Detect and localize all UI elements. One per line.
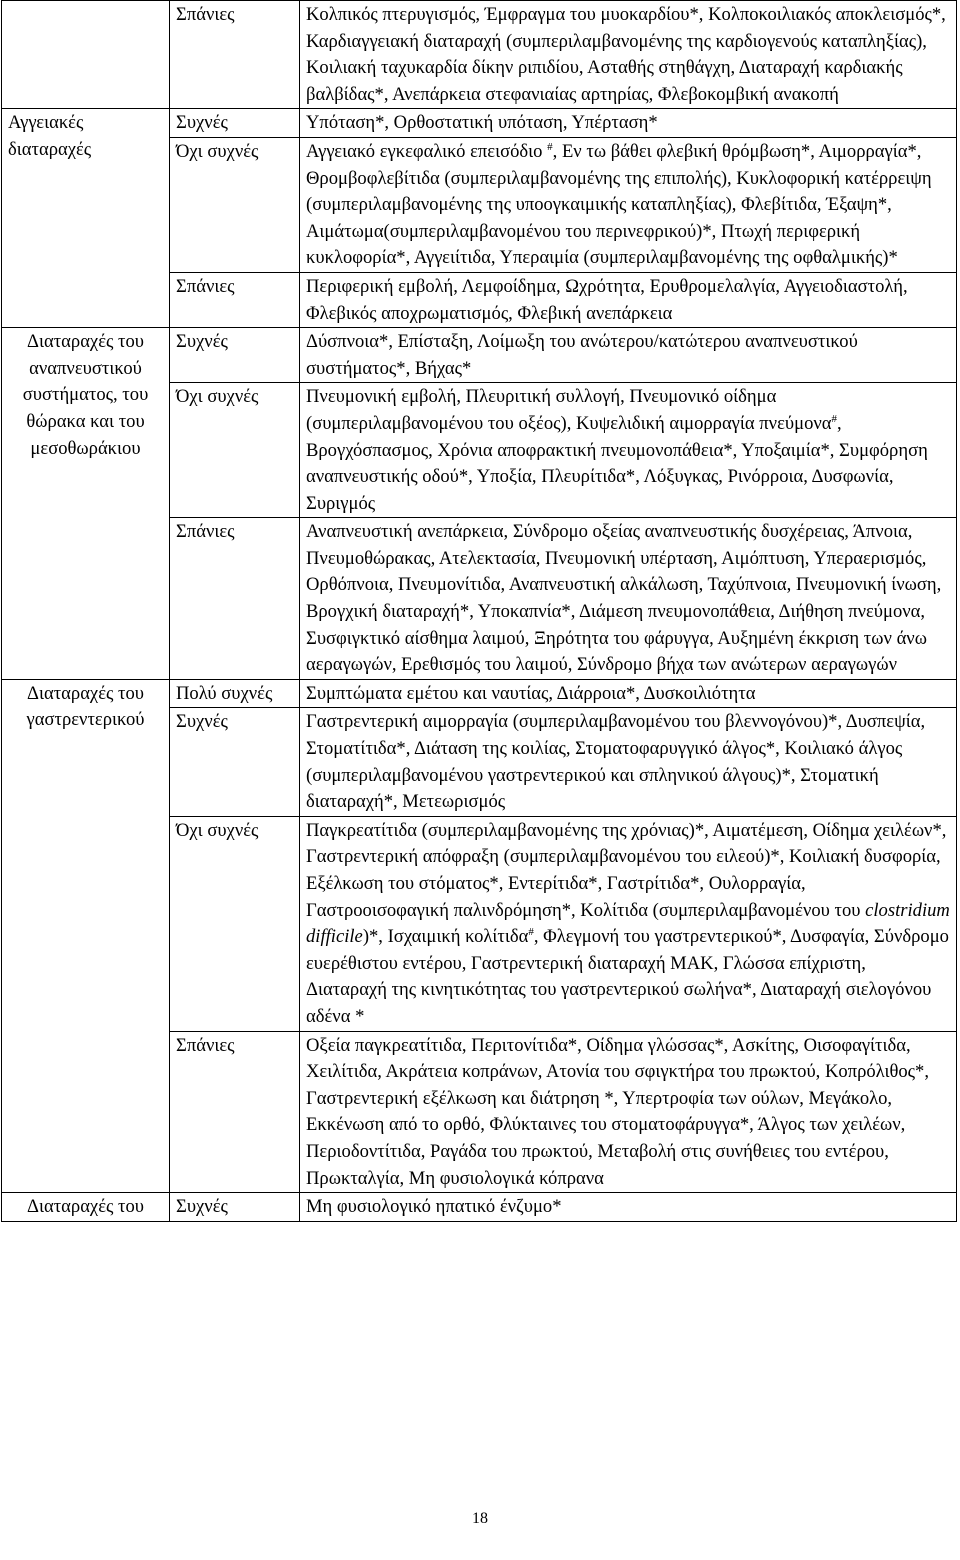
system-organ-class-cell bbox=[2, 1, 170, 109]
system-organ-class-cell: Διαταραχές του γαστρεντερικού bbox=[2, 679, 170, 1192]
reactions-cell: Υπόταση*, Ορθοστατική υπόταση, Υπέρταση* bbox=[300, 109, 957, 138]
frequency-cell: Συχνές bbox=[170, 328, 300, 383]
reactions-cell: Μη φυσιολογικό ηπατικό ένζυμο* bbox=[300, 1193, 957, 1222]
system-organ-class-cell: Αγγειακές διαταραχές bbox=[2, 109, 170, 328]
adverse-reactions-table bbox=[1, 0, 957, 1222]
frequency-cell: Σπάνιες bbox=[170, 272, 300, 327]
reactions-cell: Οξεία παγκρεατίτιδα, Περιτονίτιδα*, Οίδημα γλώσσας*, Ασκίτης, Οισοφαγίτιδα, Χειλίτιδα, Ακράτεια κοπράνων, Ατονία του σφιγκτήρα του πρωκτού, Κοπρόλιθος*, Γαστρεντερική εξέλκωση και διάτρηση *, Υπερτροφία των ούλων, Μεγάκολο, Εκκένωση από το ορθό, Φλύκταινες του στοματοφάρυγγα*, Άλγος των χειλέων, Περιοδοντίτιδα, Ραγάδα του πρωκτού, Μεταβολή στις συνήθειες του εντέρου, Πρωκταλγία, Μη φυσιολογικά κόπρανα bbox=[300, 1031, 957, 1193]
frequency-cell: Όχι συχνές bbox=[170, 137, 300, 272]
frequency-cell: Σπάνιες bbox=[170, 1, 300, 109]
reactions-cell: Κολπικός πτερυγισμός, Έμφραγμα του μυοκαρδίου*, Κολποκοιλιακός αποκλεισμός*, Καρδιαγγειακή διαταραχή (συμπεριλαμβανομένης της καρδιογενούς καταπληξίας), Κοιλιακή ταχυκαρδία δίκην ριπιδίου, Ασταθής στηθάγχη, Διαταραχή καρδιακής βαλβίδας*, Ανεπάρκεια στεφανιαίας αρτηρίας, Φλεβοκομβική ανακοπή bbox=[300, 1, 957, 109]
frequency-cell: Όχι συχνές bbox=[170, 383, 300, 518]
reactions-cell: Αναπνευστική ανεπάρκεια, Σύνδρομο οξείας αναπνευστικής δυσχέρειας, Άπνοια, Πνευμοθώρακας, Ατελεκτασία, Πνευμονική υπέρταση, Αιμόπτυση, Υπεραερισμός, Ορθόπνοια, Πνευμονίτιδα, Αναπνευστική αλκάλωση, Ταχύπνοια, Πνευμονική ίνωση, Βρογχική διαταραχή*, Υποκαπνία*, Διάμεση πνευμονοπάθεια, Διήθηση πνεύμονα, Συσφιγκτικό αίσθημα λαιμού, Ξηρότητα του φάρυγγα, Αυξημένη έκκριση των άνω αεραγωγών, Ερεθισμός του λαιμού, Σύνδρομο βήχα των ανώτερων αεραγωγών bbox=[300, 518, 957, 680]
table-row bbox=[2, 1, 957, 109]
reactions-cell: Αγγειακό εγκεφαλικό επεισόδιο #, Εν τω βάθει φλεβική θρόμβωση*, Αιμορραγία*, Θρομβοφλεβίτιδα (συμπεριλαμβανομένης της επιπολής), Κυκλοφορική κατέρρειψη (συμπεριλαμβανομένης της υποογκαιμικής καταπληξίας), Φλεβίτιδα, Έξαψη*, Αιμάτωμα(συμπεριλαμβανομένου του περινεφρικού)*, Πτωχή περιφερική κυκλοφορία*, Αγγειίτιδα, Υπεραιμία (συμπεριλαμβανομένης της οφθαλμικής)* bbox=[300, 137, 957, 272]
table-row bbox=[2, 328, 957, 383]
system-organ-class-cell: Διαταραχές του bbox=[2, 1193, 170, 1222]
table-row bbox=[2, 109, 957, 138]
frequency-cell: Συχνές bbox=[170, 1193, 300, 1222]
reactions-cell: Παγκρεατίτιδα (συμπεριλαμβανομένης της χρόνιας)*, Αιματέμεση, Οίδημα χειλέων*, Γαστρεντερική απόφραξη (συμπεριλαμβανομένου του ειλεού)*, Κοιλιακή δυσφορία, Εξέλκωση του στόματος*, Εντερίτιδα*, Γαστρίτιδα*, Ουλορραγία, Γαστροοισοφαγική παλινδρόμηση*, Κολίτιδα (συμπεριλαμβανομένου του clostridium difficile)*, Ισχαιμική κολίτιδα#, Φλεγμονή του γαστρεντερικού*, Δυσφαγία, Σύνδρομο ευερέθιστου εντέρου, Γαστρεντερική διαταραχή ΜΑΚ, Γλώσσα επίχριστη, Διαταραχή της κινητικότητας του γαστρεντερικού σωλήνα*, Διαταραχή σιελογόνου αδένα * bbox=[300, 816, 957, 1031]
frequency-cell: Σπάνιες bbox=[170, 1031, 300, 1193]
table-row bbox=[2, 1193, 957, 1222]
frequency-cell: Συχνές bbox=[170, 109, 300, 138]
frequency-cell: Σπάνιες bbox=[170, 518, 300, 680]
page-number: 18 bbox=[472, 1510, 488, 1527]
reactions-cell: Περιφερική εμβολή, Λεμφοίδημα, Ωχρότητα, Ερυθρομελαλγία, Αγγειοδιαστολή, Φλεβικός αποχρωματισμός, Φλεβική ανεπάρκεια bbox=[300, 272, 957, 327]
frequency-cell: Πολύ συχνές bbox=[170, 679, 300, 708]
table-row bbox=[2, 679, 957, 708]
reactions-cell: Πνευμονική εμβολή, Πλευριτική συλλογή, Πνευμονικό οίδημα (συμπεριλαμβανομένου του οξέος), Κυψελιδική αιμορραγία πνεύμονα#, Βρογχόσπασμος, Χρόνια αποφρακτική πνευμονοπάθεια*, Υποξαιμία*, Συμφόρηση αναπνευστικής οδού*, Υποξία, Πλευρίτιδα*, Λόξυγκας, Ρινόρροια, Δυσφωνία, Συριγμός bbox=[300, 383, 957, 518]
frequency-cell: Συχνές bbox=[170, 708, 300, 816]
system-organ-class-cell: Διαταραχές του αναπνευστικού συστήματος, του θώρακα και του μεσοθωράκιου bbox=[2, 328, 170, 680]
reactions-cell: Γαστρεντερική αιμορραγία (συμπεριλαμβανομένου του βλεννογόνου)*, Δυσπεψία, Στοματίτιδα*, Διάταση της κοιλίας, Στοματοφαρυγγικό άλγος*, Κοιλιακό άλγος (συμπεριλαμβανομένου γαστρεντερικού και σπληνικού άλγους)*, Στοματική διαταραχή*, Μετεωρισμός bbox=[300, 708, 957, 816]
reactions-cell: Συμπτώματα εμέτου και ναυτίας, Διάρροια*, Δυσκοιλιότητα bbox=[300, 679, 957, 708]
frequency-cell: Όχι συχνές bbox=[170, 816, 300, 1031]
reactions-cell: Δύσπνοια*, Επίσταξη, Λοίμωξη του ανώτερου/κατώτερου αναπνευστικού συστήματος*, Βήχας* bbox=[300, 328, 957, 383]
